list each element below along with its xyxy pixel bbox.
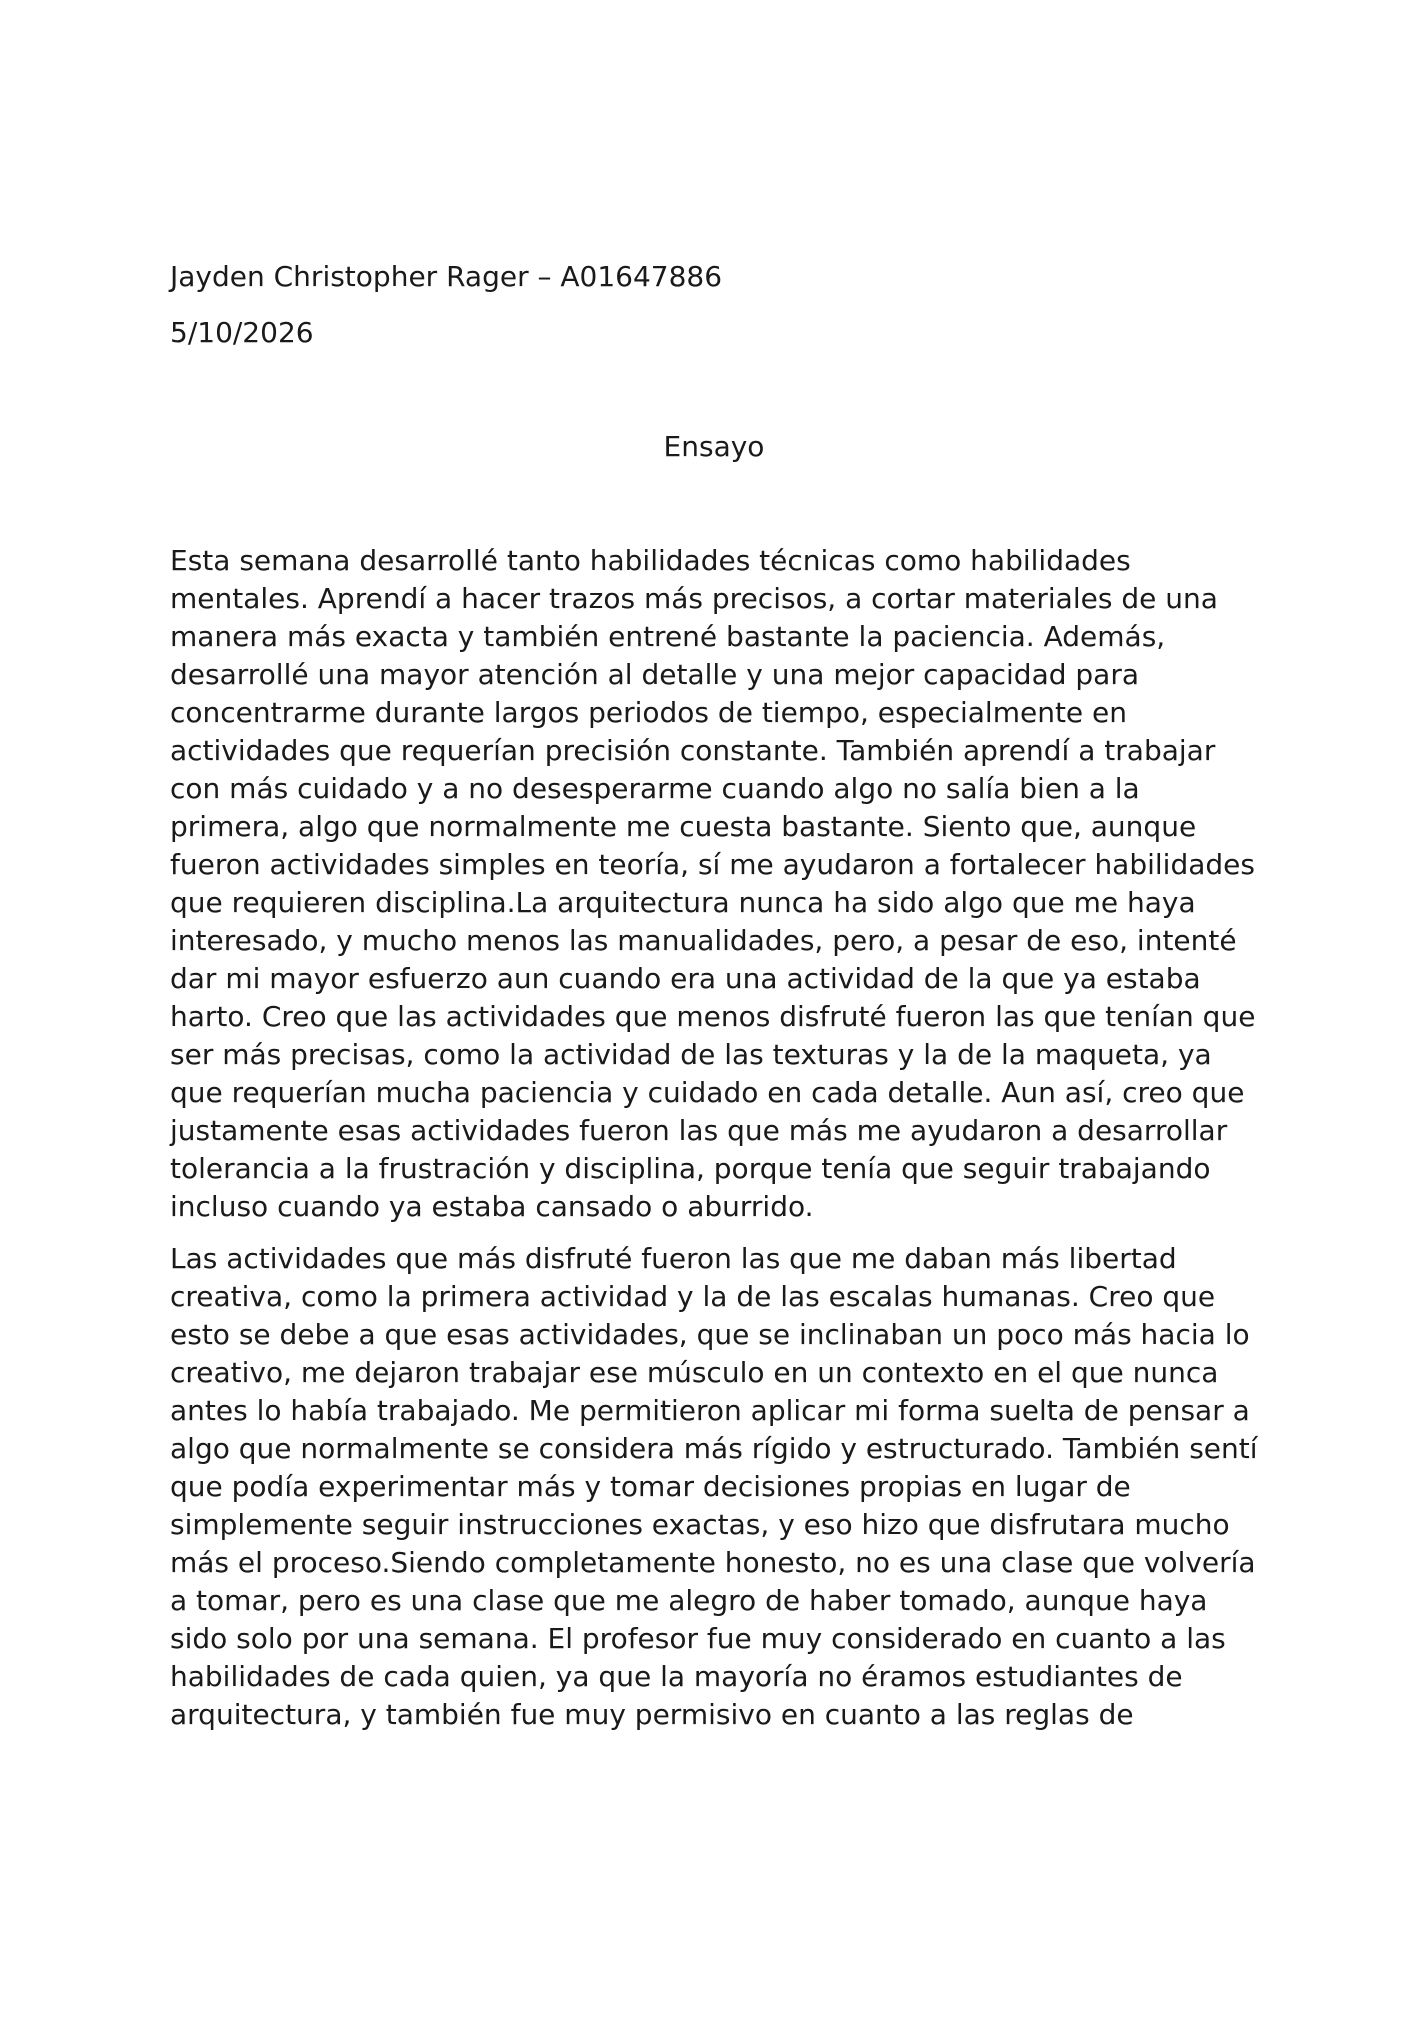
author-line: Jayden Christopher Rager – A01647886: [170, 260, 723, 293]
paragraph-line: dar mi mayor esfuerzo aun cuando era una actividad de la que ya estaba: [170, 962, 1201, 995]
paragraph-line: manera más exacta y también entrené bastante la paciencia. Además,: [170, 620, 1166, 653]
paragraph-line: tolerancia a la frustración y disciplina, porque tenía que seguir trabajando: [170, 1152, 1211, 1185]
paragraph-line: habilidades de cada quien, ya que la mayoría no éramos estudiantes de: [170, 1660, 1183, 1693]
paragraph-line: justamente esas actividades fueron las que más me ayudaron a desarrollar: [170, 1114, 1228, 1147]
paragraph-line: ser más precisas, como la actividad de las texturas y la de la maqueta, ya: [170, 1038, 1212, 1071]
paragraph-line: sido solo por una semana. El profesor fue muy considerado en cuanto a las: [170, 1622, 1226, 1655]
paragraph-line: Las actividades que más disfruté fueron las que me daban más libertad: [170, 1242, 1177, 1275]
paragraph-line: antes lo había trabajado. Me permitieron aplicar mi forma suelta de pensar a: [170, 1394, 1250, 1427]
paragraph-line: que requieren disciplina.La arquitectura nunca ha sido algo que me haya: [170, 886, 1196, 919]
paragraph-line: fueron actividades simples en teoría, sí me ayudaron a fortalecer habilidades: [170, 848, 1255, 881]
paragraph-line: esto se debe a que esas actividades, que se inclinaban un poco más hacia lo: [170, 1318, 1250, 1351]
paragraph-2: [170, 1240, 1270, 1734]
paragraph-line: con más cuidado y a no desesperarme cuando algo no salía bien a la: [170, 772, 1140, 805]
paragraph-line: más el proceso.Siendo completamente honesto, no es una clase que volvería: [170, 1546, 1256, 1579]
date-line: 5/10/2026: [170, 316, 314, 349]
paragraph-line: creativo, me dejaron trabajar ese músculo en un contexto en el que nunca: [170, 1356, 1219, 1389]
paragraph-line: actividades que requerían precisión constante. También aprendí a trabajar: [170, 734, 1216, 767]
paragraph-line: Esta semana desarrollé tanto habilidades técnicas como habilidades: [170, 544, 1131, 577]
document-title: Ensayo: [663, 430, 765, 463]
paragraph-line: creativa, como la primera actividad y la de las escalas humanas. Creo que: [170, 1280, 1216, 1313]
paragraph-line: simplemente seguir instrucciones exactas, y eso hizo que disfrutara mucho: [170, 1508, 1230, 1541]
paragraph-line: interesado, y mucho menos las manualidades, pero, a pesar de eso, intenté: [170, 924, 1237, 957]
paragraph-line: incluso cuando ya estaba cansado o aburrido.: [170, 1190, 814, 1223]
paragraph-line: concentrarme durante largos periodos de tiempo, especialmente en: [170, 696, 1128, 729]
paragraph-line: que podía experimentar más y tomar decisiones propias en lugar de: [170, 1470, 1131, 1503]
paragraph-line: mentales. Aprendí a hacer trazos más precisos, a cortar materiales de una: [170, 582, 1218, 615]
paragraph-line: que requerían mucha paciencia y cuidado en cada detalle. Aun así, creo que: [170, 1076, 1245, 1109]
paragraph-line: primera, algo que normalmente me cuesta bastante. Siento que, aunque: [170, 810, 1197, 843]
paragraph-1: [170, 542, 1270, 1226]
paragraph-line: desarrollé una mayor atención al detalle y una mejor capacidad para: [170, 658, 1140, 691]
paragraph-line: a tomar, pero es una clase que me alegro de haber tomado, aunque haya: [170, 1584, 1208, 1617]
paragraph-line: harto. Creo que las actividades que menos disfruté fueron las que tenían que: [170, 1000, 1256, 1033]
paragraph-line: arquitectura, y también fue muy permisivo en cuanto a las reglas de: [170, 1698, 1134, 1731]
paragraph-line: algo que normalmente se considera más rígido y estructurado. También sentí: [170, 1432, 1258, 1465]
